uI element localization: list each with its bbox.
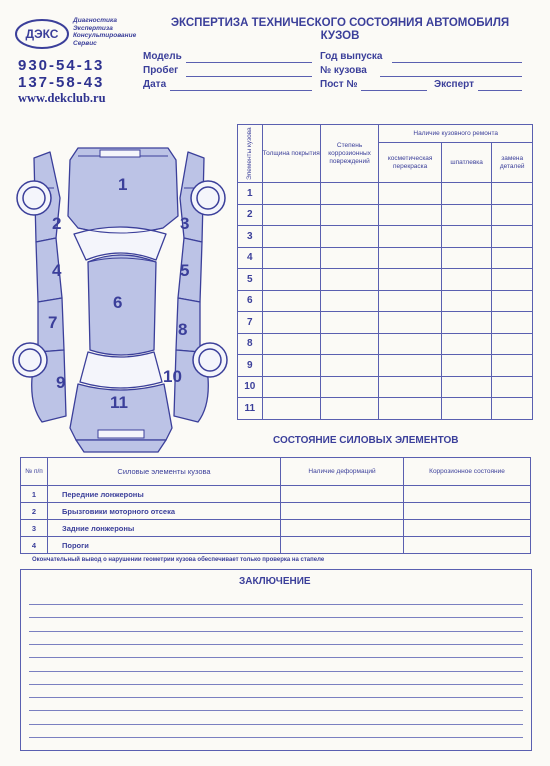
body-table-cell[interactable]	[492, 204, 533, 226]
year-label: Год выпуска	[320, 51, 383, 62]
power-row-name: Задние лонжероны	[48, 520, 281, 537]
col-power-elements-header: Силовые элементы кузова	[48, 458, 281, 486]
body-table-cell[interactable]	[492, 247, 533, 269]
body-table-cell[interactable]	[379, 398, 442, 420]
diagram-number: 11	[110, 393, 128, 412]
col-cosmetic-header: косметическая перекраска	[379, 143, 442, 183]
car-body-diagram	[8, 138, 230, 454]
body-row-number: 1	[238, 183, 263, 205]
body-table-cell[interactable]	[320, 247, 379, 269]
diagram-number: 8	[178, 320, 188, 339]
page-title: ЭКСПЕРТИЗА ТЕХНИЧЕСКОГО СОСТОЯНИЯ АВТОМОБИЛЯ КУЗОВ	[170, 17, 510, 42]
conclusion-line[interactable]	[29, 617, 523, 618]
body-row-number: 11	[238, 398, 263, 420]
body-table-row	[238, 204, 533, 226]
body-table-row	[238, 398, 533, 420]
body-row-number: 10	[238, 376, 263, 398]
body-table-cell[interactable]	[441, 269, 492, 291]
body-table-cell[interactable]	[262, 333, 320, 355]
body-table-cell[interactable]	[492, 376, 533, 398]
body-table-cell[interactable]	[262, 183, 320, 205]
body-table-cell[interactable]	[320, 333, 379, 355]
body-table-cell[interactable]	[262, 204, 320, 226]
col-repair-group-header: Наличие кузовного ремонта	[379, 125, 533, 143]
body-table-cell[interactable]	[262, 376, 320, 398]
body-table-cell[interactable]	[320, 398, 379, 420]
diagram-number: 2	[52, 214, 62, 233]
expert-label: Эксперт	[434, 79, 475, 90]
corrosion-cell[interactable]	[404, 503, 531, 520]
body-row-number: 4	[238, 247, 263, 269]
body-table-cell[interactable]	[320, 183, 379, 205]
body-row-number: 9	[238, 355, 263, 377]
body-table-cell[interactable]	[379, 247, 442, 269]
deform-cell[interactable]	[281, 503, 404, 520]
body-row-number: 6	[238, 290, 263, 312]
body-no-field[interactable]	[380, 76, 522, 77]
body-row-number: 8	[238, 333, 263, 355]
power-section-title: СОСТОЯНИЕ СИЛОВЫХ ЭЛЕМЕНТОВ	[273, 435, 459, 446]
conclusion-box	[20, 569, 532, 751]
body-table-cell[interactable]	[441, 312, 492, 334]
power-table-row	[21, 537, 531, 554]
body-table-row	[238, 290, 533, 312]
body-table-cell[interactable]	[492, 355, 533, 377]
body-table-cell[interactable]	[262, 269, 320, 291]
post-no-label: Пост №	[320, 79, 358, 90]
body-table-cell[interactable]	[320, 290, 379, 312]
body-table-cell[interactable]	[441, 355, 492, 377]
deform-cell[interactable]	[281, 537, 404, 554]
mileage-label: Пробег	[143, 65, 179, 76]
conclusion-line[interactable]	[29, 737, 523, 738]
power-table-row	[21, 486, 531, 503]
body-table-row	[238, 183, 533, 205]
body-table-cell[interactable]	[262, 290, 320, 312]
diagram-number: 3	[180, 214, 190, 233]
body-table-cell[interactable]	[262, 355, 320, 377]
body-table-cell[interactable]	[320, 269, 379, 291]
body-table-cell[interactable]	[492, 333, 533, 355]
power-row-number: 1	[21, 486, 48, 503]
body-table-row	[238, 355, 533, 377]
phone-2: 137-58-43	[18, 74, 105, 91]
body-table-cell[interactable]	[320, 355, 379, 377]
body-row-number: 3	[238, 226, 263, 248]
body-table-cell[interactable]	[262, 398, 320, 420]
corrosion-cell[interactable]	[404, 537, 531, 554]
body-table-cell[interactable]	[492, 312, 533, 334]
conclusion-line[interactable]	[29, 710, 523, 711]
logo-subtitle: Диагностика Экспертиза Консультирование Сервис	[73, 17, 137, 47]
diagram-number: 10	[163, 367, 182, 386]
body-table-row	[238, 376, 533, 398]
body-table-cell[interactable]	[441, 204, 492, 226]
power-table-row	[21, 503, 531, 520]
body-row-number: 5	[238, 269, 263, 291]
body-table-row	[238, 333, 533, 355]
body-table-cell[interactable]	[262, 247, 320, 269]
body-no-label: № кузова	[320, 65, 367, 76]
power-row-number: 4	[21, 537, 48, 554]
power-table-row	[21, 520, 531, 537]
body-table-cell[interactable]	[441, 290, 492, 312]
body-table-cell[interactable]	[441, 183, 492, 205]
conclusion-line[interactable]	[29, 604, 523, 605]
body-table-cell[interactable]	[441, 333, 492, 355]
body-table-row	[238, 269, 533, 291]
corrosion-cell[interactable]	[404, 486, 531, 503]
post-no-field[interactable]	[361, 90, 427, 91]
geometry-note: Окончательный вывод о нарушении геометрии кузова обеспечивает только проверка на стапеле	[32, 557, 325, 563]
body-table-cell[interactable]	[262, 312, 320, 334]
diagram-number: 5	[180, 261, 190, 280]
diagram-number: 6	[113, 293, 123, 312]
power-row-number: 2	[21, 503, 48, 520]
body-table-cell[interactable]	[379, 204, 442, 226]
body-table-cell[interactable]	[379, 269, 442, 291]
body-table-cell[interactable]	[379, 290, 442, 312]
phone-1: 930-54-13	[18, 57, 105, 74]
diagram-number: 7	[48, 313, 58, 332]
date-field[interactable]	[170, 90, 312, 91]
conclusion-line[interactable]	[29, 671, 523, 672]
year-field[interactable]	[392, 62, 522, 63]
body-elements-table	[237, 124, 533, 420]
mileage-field[interactable]	[186, 76, 312, 77]
col-power-corrosion-header: Коррозионное состояние	[404, 458, 531, 486]
body-row-number: 2	[238, 204, 263, 226]
body-table-cell[interactable]	[441, 376, 492, 398]
model-field[interactable]	[186, 62, 312, 63]
body-table-cell[interactable]	[320, 204, 379, 226]
body-table-cell[interactable]	[320, 226, 379, 248]
corrosion-cell[interactable]	[404, 520, 531, 537]
col-deform-header: Наличие деформаций	[281, 458, 404, 486]
logo-text: ДЭКС	[25, 27, 59, 41]
deform-cell[interactable]	[281, 520, 404, 537]
body-row-number: 7	[238, 312, 263, 334]
conclusion-line[interactable]	[29, 631, 523, 632]
body-table-cell[interactable]	[379, 376, 442, 398]
diagram-number: 1	[118, 175, 128, 194]
col-elements-header: Элементы кузова	[238, 125, 263, 183]
col-thickness-header: Толщина покрытия	[262, 125, 320, 183]
body-table-cell[interactable]	[441, 247, 492, 269]
website: www.dekclub.ru	[18, 91, 106, 105]
body-table-cell[interactable]	[379, 226, 442, 248]
body-table-cell[interactable]	[262, 226, 320, 248]
col-replace-header: замена деталей	[492, 143, 533, 183]
conclusion-line[interactable]	[29, 657, 523, 658]
diagram-number: 9	[56, 373, 66, 392]
conclusion-line[interactable]	[29, 724, 523, 725]
power-row-number: 3	[21, 520, 48, 537]
body-table-cell[interactable]	[320, 312, 379, 334]
logo-icon	[14, 18, 70, 50]
col-putty-header: шпатлевка	[441, 143, 492, 183]
expert-field[interactable]	[478, 90, 522, 91]
power-row-name: Пороги	[48, 537, 281, 554]
body-table-row	[238, 312, 533, 334]
conclusion-line[interactable]	[29, 644, 523, 645]
diagram-number: 4	[52, 261, 62, 280]
conclusion-line[interactable]	[29, 684, 523, 685]
body-table-cell[interactable]	[379, 333, 442, 355]
body-table-cell[interactable]	[379, 312, 442, 334]
body-table-cell[interactable]	[492, 269, 533, 291]
body-table-cell[interactable]	[379, 183, 442, 205]
col-no-header: № п/п	[21, 458, 48, 486]
body-table-cell[interactable]	[492, 226, 533, 248]
conclusion-title: ЗАКЛЮЧЕНИЕ	[239, 576, 311, 587]
body-table-cell[interactable]	[320, 376, 379, 398]
body-table-cell[interactable]	[492, 398, 533, 420]
body-table-cell[interactable]	[492, 183, 533, 205]
body-table-cell[interactable]	[379, 355, 442, 377]
body-table-cell[interactable]	[441, 226, 492, 248]
col-corrosion-header: Степень коррозионных повреждений	[320, 125, 379, 183]
deform-cell[interactable]	[281, 486, 404, 503]
body-table-row	[238, 226, 533, 248]
date-label: Дата	[143, 79, 167, 90]
body-table-cell[interactable]	[441, 398, 492, 420]
body-table-cell[interactable]	[492, 290, 533, 312]
power-row-name: Брызговики моторного отсека	[48, 503, 281, 520]
power-elements-table	[20, 457, 531, 554]
body-table-row	[238, 247, 533, 269]
model-label: Модель	[143, 51, 182, 62]
conclusion-line[interactable]	[29, 697, 523, 698]
power-row-name: Передние лонжероны	[48, 486, 281, 503]
